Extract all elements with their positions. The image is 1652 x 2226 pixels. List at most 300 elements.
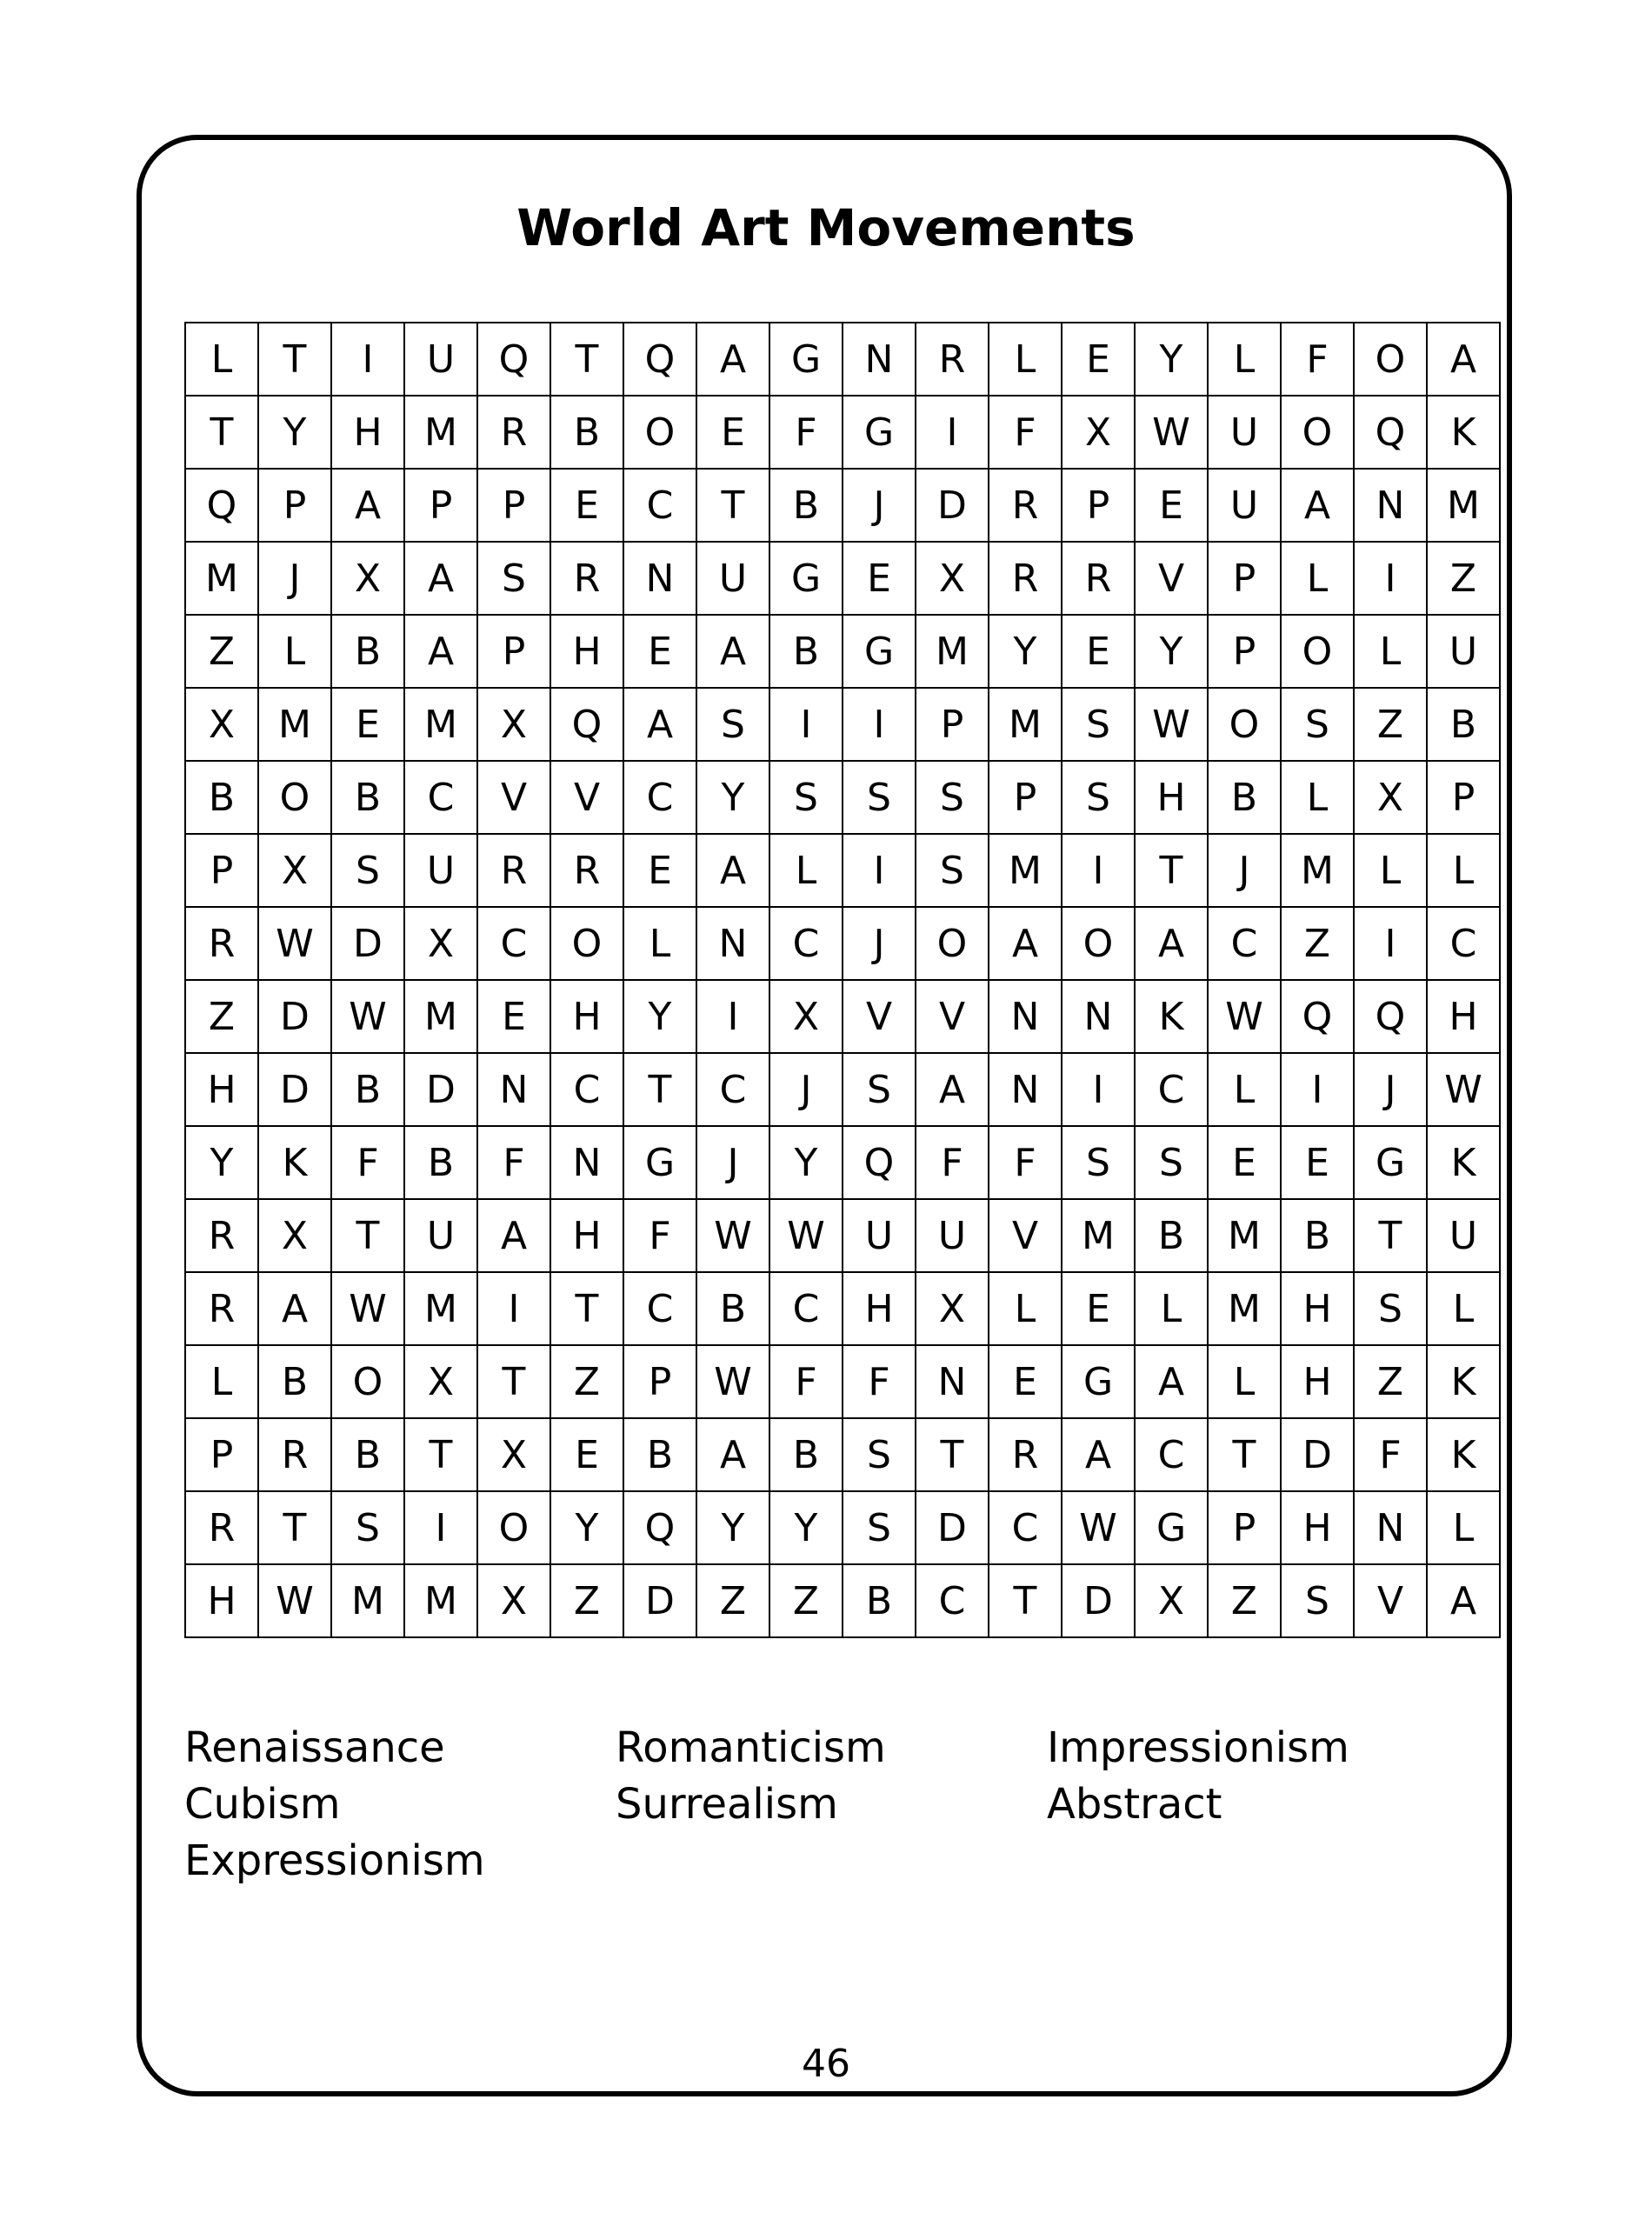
grid-cell[interactable]: F [989, 1126, 1062, 1199]
grid-cell[interactable]: R [185, 1272, 258, 1345]
grid-cell[interactable]: X [916, 542, 989, 615]
grid-cell[interactable]: P [1208, 615, 1281, 688]
grid-cell[interactable]: E [1135, 469, 1208, 542]
grid-cell[interactable]: L [1208, 1345, 1281, 1418]
grid-cell[interactable]: L [185, 323, 258, 396]
grid-cell[interactable]: Y [989, 615, 1062, 688]
grid-cell[interactable]: G [843, 615, 916, 688]
grid-cell[interactable]: A [1135, 907, 1208, 980]
grid-cell[interactable]: C [1208, 907, 1281, 980]
grid-cell[interactable]: I [404, 1491, 477, 1564]
grid-cell[interactable]: O [1062, 907, 1135, 980]
grid-cell[interactable]: A [623, 688, 696, 761]
grid-cell[interactable]: T [623, 1053, 696, 1126]
grid-cell[interactable]: H [1281, 1345, 1354, 1418]
grid-cell[interactable]: G [1135, 1491, 1208, 1564]
grid-cell[interactable]: E [623, 834, 696, 907]
grid-cell[interactable]: P [1062, 469, 1135, 542]
grid-cell[interactable]: Y [623, 980, 696, 1053]
grid-cell[interactable]: X [477, 688, 550, 761]
grid-cell[interactable]: P [916, 688, 989, 761]
grid-cell[interactable]: L [1427, 834, 1500, 907]
grid-cell[interactable]: D [258, 1053, 331, 1126]
grid-cell[interactable]: J [1354, 1053, 1427, 1126]
grid-cell[interactable]: P [404, 469, 477, 542]
grid-cell[interactable]: B [623, 1418, 696, 1491]
grid-cell[interactable]: P [477, 469, 550, 542]
grid-cell[interactable]: Q [477, 323, 550, 396]
grid-cell[interactable]: H [1281, 1491, 1354, 1564]
grid-cell[interactable]: V [477, 761, 550, 834]
grid-cell[interactable]: M [1281, 834, 1354, 907]
grid-cell[interactable]: A [696, 834, 769, 907]
grid-cell[interactable]: S [769, 761, 843, 834]
grid-cell[interactable]: P [1208, 1491, 1281, 1564]
grid-cell[interactable]: S [1062, 1126, 1135, 1199]
grid-cell[interactable]: C [1135, 1418, 1208, 1491]
grid-cell[interactable]: S [1062, 688, 1135, 761]
grid-cell[interactable]: U [916, 1199, 989, 1272]
grid-cell[interactable]: R [989, 469, 1062, 542]
grid-cell[interactable]: W [696, 1199, 769, 1272]
grid-cell[interactable]: Z [769, 1564, 843, 1637]
grid-cell[interactable]: N [916, 1345, 989, 1418]
grid-cell[interactable]: R [185, 907, 258, 980]
grid-cell[interactable]: U [696, 542, 769, 615]
grid-cell[interactable]: N [477, 1053, 550, 1126]
grid-cell[interactable]: A [696, 323, 769, 396]
grid-cell[interactable]: C [769, 907, 843, 980]
grid-cell[interactable]: M [404, 1564, 477, 1637]
grid-cell[interactable]: L [1281, 542, 1354, 615]
grid-cell[interactable]: W [258, 1564, 331, 1637]
grid-cell[interactable]: S [843, 761, 916, 834]
grid-cell[interactable]: C [696, 1053, 769, 1126]
grid-cell[interactable]: C [1427, 907, 1500, 980]
grid-cell[interactable]: B [404, 1126, 477, 1199]
grid-cell[interactable]: L [989, 1272, 1062, 1345]
grid-cell[interactable]: Q [1354, 396, 1427, 469]
grid-cell[interactable]: H [1281, 1272, 1354, 1345]
grid-cell[interactable]: T [1208, 1418, 1281, 1491]
grid-cell[interactable]: F [1281, 323, 1354, 396]
grid-cell[interactable]: H [1427, 980, 1500, 1053]
grid-cell[interactable]: Z [1208, 1564, 1281, 1637]
grid-cell[interactable]: L [623, 907, 696, 980]
grid-cell[interactable]: I [843, 688, 916, 761]
grid-cell[interactable]: T [477, 1345, 550, 1418]
grid-cell[interactable]: R [550, 834, 623, 907]
grid-cell[interactable]: P [623, 1345, 696, 1418]
grid-cell[interactable]: E [1062, 1272, 1135, 1345]
grid-cell[interactable]: Z [185, 980, 258, 1053]
grid-cell[interactable]: P [1208, 542, 1281, 615]
grid-cell[interactable]: W [1208, 980, 1281, 1053]
grid-cell[interactable]: Q [185, 469, 258, 542]
grid-cell[interactable]: D [331, 907, 404, 980]
grid-cell[interactable]: T [1354, 1199, 1427, 1272]
grid-cell[interactable]: D [258, 980, 331, 1053]
grid-cell[interactable]: I [1354, 907, 1427, 980]
grid-cell[interactable]: M [1062, 1199, 1135, 1272]
grid-cell[interactable]: J [696, 1126, 769, 1199]
grid-cell[interactable]: L [185, 1345, 258, 1418]
grid-cell[interactable]: M [331, 1564, 404, 1637]
grid-cell[interactable]: X [404, 907, 477, 980]
grid-cell[interactable]: C [550, 1053, 623, 1126]
grid-cell[interactable]: O [477, 1491, 550, 1564]
grid-cell[interactable]: A [477, 1199, 550, 1272]
grid-cell[interactable]: P [185, 1418, 258, 1491]
grid-cell[interactable]: C [1135, 1053, 1208, 1126]
grid-cell[interactable]: Y [769, 1491, 843, 1564]
grid-cell[interactable]: U [843, 1199, 916, 1272]
grid-cell[interactable]: R [477, 396, 550, 469]
grid-cell[interactable]: Y [258, 396, 331, 469]
grid-cell[interactable]: A [404, 542, 477, 615]
grid-cell[interactable]: J [843, 907, 916, 980]
grid-cell[interactable]: K [1427, 1418, 1500, 1491]
grid-cell[interactable]: X [404, 1345, 477, 1418]
grid-cell[interactable]: Y [696, 761, 769, 834]
grid-cell[interactable]: H [550, 980, 623, 1053]
grid-cell[interactable]: D [1062, 1564, 1135, 1637]
grid-cell[interactable]: F [331, 1126, 404, 1199]
grid-cell[interactable]: Y [1135, 323, 1208, 396]
grid-cell[interactable]: L [1135, 1272, 1208, 1345]
grid-cell[interactable]: U [404, 1199, 477, 1272]
grid-cell[interactable]: H [331, 396, 404, 469]
grid-cell[interactable]: F [477, 1126, 550, 1199]
grid-cell[interactable]: E [1062, 323, 1135, 396]
grid-cell[interactable]: Z [696, 1564, 769, 1637]
grid-cell[interactable]: S [477, 542, 550, 615]
grid-cell[interactable]: W [696, 1345, 769, 1418]
grid-cell[interactable]: S [1281, 688, 1354, 761]
grid-cell[interactable]: Q [1354, 980, 1427, 1053]
grid-cell[interactable]: B [1427, 688, 1500, 761]
grid-cell[interactable]: O [331, 1345, 404, 1418]
grid-cell[interactable]: L [1354, 834, 1427, 907]
grid-cell[interactable]: E [1208, 1126, 1281, 1199]
grid-cell[interactable]: C [989, 1491, 1062, 1564]
grid-cell[interactable]: D [404, 1053, 477, 1126]
grid-cell[interactable]: B [769, 615, 843, 688]
grid-cell[interactable]: A [258, 1272, 331, 1345]
grid-cell[interactable]: E [623, 615, 696, 688]
grid-cell[interactable]: E [1281, 1126, 1354, 1199]
grid-cell[interactable]: L [1427, 1491, 1500, 1564]
grid-cell[interactable]: N [1354, 1491, 1427, 1564]
grid-cell[interactable]: R [989, 1418, 1062, 1491]
grid-cell[interactable]: B [550, 396, 623, 469]
grid-cell[interactable]: G [623, 1126, 696, 1199]
grid-cell[interactable]: O [623, 396, 696, 469]
grid-cell[interactable]: H [185, 1564, 258, 1637]
grid-cell[interactable]: A [331, 469, 404, 542]
grid-cell[interactable]: A [696, 1418, 769, 1491]
grid-cell[interactable]: U [1427, 1199, 1500, 1272]
grid-cell[interactable]: N [989, 980, 1062, 1053]
grid-cell[interactable]: G [769, 323, 843, 396]
grid-cell[interactable]: K [1427, 396, 1500, 469]
grid-cell[interactable]: I [1062, 834, 1135, 907]
grid-cell[interactable]: S [843, 1418, 916, 1491]
grid-cell[interactable]: G [1354, 1126, 1427, 1199]
grid-cell[interactable]: W [1427, 1053, 1500, 1126]
grid-cell[interactable]: R [185, 1199, 258, 1272]
grid-cell[interactable]: E [331, 688, 404, 761]
grid-cell[interactable]: W [1062, 1491, 1135, 1564]
grid-cell[interactable]: P [1427, 761, 1500, 834]
grid-cell[interactable]: S [696, 688, 769, 761]
grid-cell[interactable]: I [769, 688, 843, 761]
grid-cell[interactable]: H [843, 1272, 916, 1345]
grid-cell[interactable]: F [623, 1199, 696, 1272]
grid-cell[interactable]: R [550, 542, 623, 615]
grid-cell[interactable]: M [185, 542, 258, 615]
grid-cell[interactable]: N [1062, 980, 1135, 1053]
grid-cell[interactable]: A [916, 1053, 989, 1126]
grid-cell[interactable]: S [331, 1491, 404, 1564]
grid-cell[interactable]: A [989, 907, 1062, 980]
grid-cell[interactable]: C [623, 469, 696, 542]
grid-cell[interactable]: U [1427, 615, 1500, 688]
grid-cell[interactable]: A [404, 615, 477, 688]
grid-cell[interactable]: Y [696, 1491, 769, 1564]
grid-cell[interactable]: C [769, 1272, 843, 1345]
grid-cell[interactable]: V [1354, 1564, 1427, 1637]
grid-cell[interactable]: S [1135, 1126, 1208, 1199]
grid-cell[interactable]: I [843, 834, 916, 907]
grid-cell[interactable]: D [623, 1564, 696, 1637]
grid-cell[interactable]: B [258, 1345, 331, 1418]
grid-cell[interactable]: C [477, 907, 550, 980]
grid-cell[interactable]: N [989, 1053, 1062, 1126]
grid-cell[interactable]: T [550, 1272, 623, 1345]
grid-cell[interactable]: I [331, 323, 404, 396]
grid-cell[interactable]: A [696, 615, 769, 688]
grid-cell[interactable]: R [1062, 542, 1135, 615]
grid-cell[interactable]: L [1427, 1272, 1500, 1345]
grid-cell[interactable]: M [989, 688, 1062, 761]
grid-cell[interactable]: Q [1281, 980, 1354, 1053]
grid-cell[interactable]: E [477, 980, 550, 1053]
grid-cell[interactable]: C [916, 1564, 989, 1637]
grid-cell[interactable]: O [1281, 396, 1354, 469]
grid-cell[interactable]: J [769, 1053, 843, 1126]
grid-cell[interactable]: Q [623, 1491, 696, 1564]
grid-cell[interactable]: M [404, 396, 477, 469]
grid-cell[interactable]: E [1062, 615, 1135, 688]
grid-cell[interactable]: R [258, 1418, 331, 1491]
grid-cell[interactable]: Y [1135, 615, 1208, 688]
grid-cell[interactable]: A [1427, 1564, 1500, 1637]
grid-cell[interactable]: F [843, 1345, 916, 1418]
grid-cell[interactable]: A [1135, 1345, 1208, 1418]
grid-cell[interactable]: X [258, 834, 331, 907]
grid-cell[interactable]: Q [843, 1126, 916, 1199]
grid-cell[interactable]: X [1062, 396, 1135, 469]
grid-cell[interactable]: R [989, 542, 1062, 615]
grid-cell[interactable]: Z [1281, 907, 1354, 980]
grid-cell[interactable]: N [623, 542, 696, 615]
grid-cell[interactable]: M [916, 615, 989, 688]
grid-cell[interactable]: L [1281, 761, 1354, 834]
grid-cell[interactable]: A [1281, 469, 1354, 542]
grid-cell[interactable]: Q [623, 323, 696, 396]
grid-cell[interactable]: F [769, 1345, 843, 1418]
grid-cell[interactable]: H [185, 1053, 258, 1126]
grid-cell[interactable]: S [331, 834, 404, 907]
grid-cell[interactable]: B [331, 1418, 404, 1491]
grid-cell[interactable]: B [769, 1418, 843, 1491]
grid-cell[interactable]: U [1208, 396, 1281, 469]
grid-cell[interactable]: T [989, 1564, 1062, 1637]
grid-cell[interactable]: W [769, 1199, 843, 1272]
grid-cell[interactable]: G [843, 396, 916, 469]
grid-cell[interactable]: L [769, 834, 843, 907]
grid-cell[interactable]: N [550, 1126, 623, 1199]
grid-cell[interactable]: C [623, 761, 696, 834]
grid-cell[interactable]: O [1281, 615, 1354, 688]
grid-cell[interactable]: H [550, 615, 623, 688]
grid-cell[interactable]: K [258, 1126, 331, 1199]
grid-cell[interactable]: U [1208, 469, 1281, 542]
grid-cell[interactable]: U [404, 834, 477, 907]
grid-cell[interactable]: T [331, 1199, 404, 1272]
grid-cell[interactable]: F [769, 396, 843, 469]
grid-cell[interactable]: D [1281, 1418, 1354, 1491]
grid-cell[interactable]: I [477, 1272, 550, 1345]
grid-cell[interactable]: L [258, 615, 331, 688]
grid-cell[interactable]: B [1135, 1199, 1208, 1272]
grid-cell[interactable]: F [1354, 1418, 1427, 1491]
grid-cell[interactable]: C [623, 1272, 696, 1345]
grid-cell[interactable]: X [769, 980, 843, 1053]
grid-cell[interactable]: G [1062, 1345, 1135, 1418]
grid-cell[interactable]: T [404, 1418, 477, 1491]
grid-cell[interactable]: S [1281, 1564, 1354, 1637]
grid-cell[interactable]: B [331, 761, 404, 834]
grid-cell[interactable]: B [696, 1272, 769, 1345]
grid-cell[interactable]: J [258, 542, 331, 615]
grid-cell[interactable]: Y [185, 1126, 258, 1199]
grid-cell[interactable]: X [477, 1564, 550, 1637]
grid-cell[interactable]: E [550, 1418, 623, 1491]
grid-cell[interactable]: A [1062, 1418, 1135, 1491]
grid-cell[interactable]: B [331, 615, 404, 688]
grid-cell[interactable]: L [989, 323, 1062, 396]
grid-cell[interactable]: V [843, 980, 916, 1053]
grid-cell[interactable]: N [696, 907, 769, 980]
grid-cell[interactable]: B [185, 761, 258, 834]
grid-cell[interactable]: H [550, 1199, 623, 1272]
grid-cell[interactable]: P [477, 615, 550, 688]
grid-cell[interactable]: X [185, 688, 258, 761]
grid-cell[interactable]: T [185, 396, 258, 469]
grid-cell[interactable]: L [1208, 1053, 1281, 1126]
grid-cell[interactable]: O [1354, 323, 1427, 396]
grid-cell[interactable]: O [1208, 688, 1281, 761]
grid-cell[interactable]: X [1135, 1564, 1208, 1637]
grid-cell[interactable]: O [258, 761, 331, 834]
grid-cell[interactable]: Z [1427, 542, 1500, 615]
grid-cell[interactable]: W [1135, 396, 1208, 469]
grid-cell[interactable]: T [258, 323, 331, 396]
grid-cell[interactable]: L [1208, 323, 1281, 396]
grid-cell[interactable]: I [1281, 1053, 1354, 1126]
grid-cell[interactable]: Y [550, 1491, 623, 1564]
grid-cell[interactable]: X [258, 1199, 331, 1272]
grid-cell[interactable]: M [404, 688, 477, 761]
grid-cell[interactable]: T [550, 323, 623, 396]
grid-cell[interactable]: U [404, 323, 477, 396]
grid-cell[interactable]: F [989, 396, 1062, 469]
grid-cell[interactable]: I [916, 396, 989, 469]
grid-cell[interactable]: B [769, 469, 843, 542]
grid-cell[interactable]: S [916, 834, 989, 907]
grid-cell[interactable]: B [1281, 1199, 1354, 1272]
grid-cell[interactable]: S [916, 761, 989, 834]
grid-cell[interactable]: M [1208, 1272, 1281, 1345]
grid-cell[interactable]: R [477, 834, 550, 907]
grid-cell[interactable]: H [1135, 761, 1208, 834]
grid-cell[interactable]: E [696, 396, 769, 469]
grid-cell[interactable]: P [989, 761, 1062, 834]
grid-cell[interactable]: Y [769, 1126, 843, 1199]
grid-cell[interactable]: K [1427, 1345, 1500, 1418]
grid-cell[interactable]: S [843, 1053, 916, 1126]
grid-cell[interactable]: B [331, 1053, 404, 1126]
grid-cell[interactable]: D [916, 1491, 989, 1564]
grid-cell[interactable]: E [843, 542, 916, 615]
grid-cell[interactable]: D [916, 469, 989, 542]
grid-cell[interactable]: I [696, 980, 769, 1053]
grid-cell[interactable]: E [550, 469, 623, 542]
grid-cell[interactable]: M [258, 688, 331, 761]
grid-cell[interactable]: V [1135, 542, 1208, 615]
grid-cell[interactable]: M [404, 980, 477, 1053]
grid-cell[interactable]: R [916, 323, 989, 396]
grid-cell[interactable]: T [1135, 834, 1208, 907]
grid-cell[interactable]: R [185, 1491, 258, 1564]
grid-cell[interactable]: Z [185, 615, 258, 688]
grid-cell[interactable]: T [258, 1491, 331, 1564]
grid-cell[interactable]: T [696, 469, 769, 542]
grid-cell[interactable]: W [1135, 688, 1208, 761]
grid-cell[interactable]: N [1354, 469, 1427, 542]
grid-cell[interactable]: S [1354, 1272, 1427, 1345]
grid-cell[interactable]: B [843, 1564, 916, 1637]
grid-cell[interactable]: K [1427, 1126, 1500, 1199]
grid-cell[interactable]: V [916, 980, 989, 1053]
grid-cell[interactable]: F [916, 1126, 989, 1199]
grid-cell[interactable]: X [1354, 761, 1427, 834]
grid-cell[interactable]: S [1062, 761, 1135, 834]
grid-cell[interactable]: N [843, 323, 916, 396]
grid-cell[interactable]: C [404, 761, 477, 834]
grid-cell[interactable]: Z [550, 1564, 623, 1637]
grid-cell[interactable]: O [916, 907, 989, 980]
grid-cell[interactable]: X [331, 542, 404, 615]
grid-cell[interactable]: I [1062, 1053, 1135, 1126]
grid-cell[interactable]: X [477, 1418, 550, 1491]
grid-cell[interactable]: G [769, 542, 843, 615]
grid-cell[interactable]: T [916, 1418, 989, 1491]
grid-cell[interactable]: J [1208, 834, 1281, 907]
grid-cell[interactable]: P [258, 469, 331, 542]
